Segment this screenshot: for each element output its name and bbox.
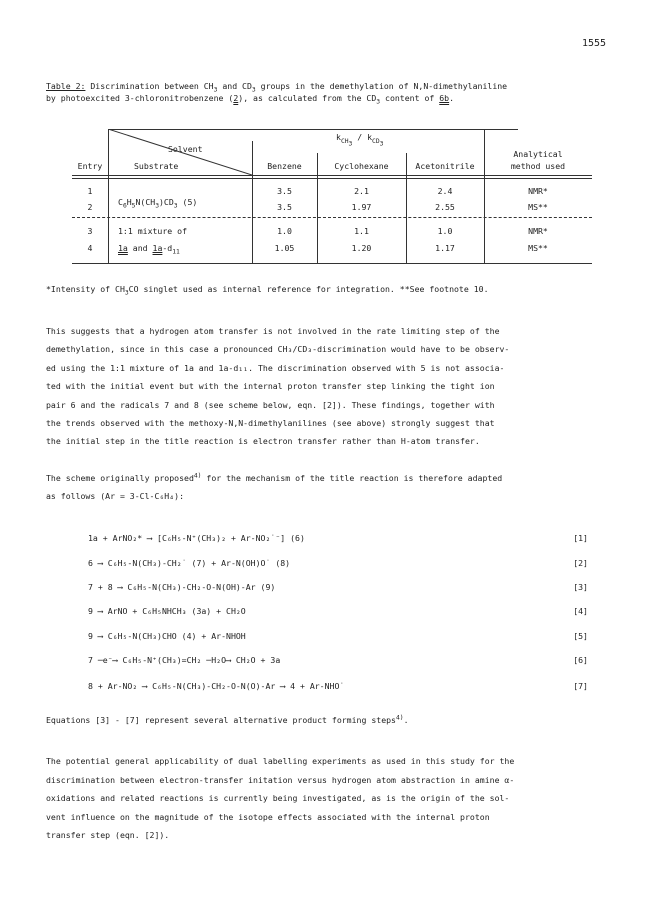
table-caption-line-1: Table 2: Discrimination between $CH_3$ and $CD_3$ groups in the demethylation of N,N-dimethylaniline bbox=[46, 81, 508, 94]
equation-5-number: [5] bbox=[573, 631, 588, 641]
equation-6-text: 7 ─e⁻⟶ C₆H₅-N⁺(CH₃)=CH₂ ─H₂O⟶ CH₂O + 3a bbox=[88, 655, 281, 665]
row-3-acetonitrile: 1.0 bbox=[437, 226, 453, 236]
header-analytical: Analytical bbox=[513, 149, 563, 159]
page-number: 1555 bbox=[582, 38, 607, 49]
equations-note: Equations [3] - [7] represent several alternative product forming steps$^{4)}$. bbox=[46, 714, 409, 725]
paragraph-1-line: demethylation, since in this case a pronounced CH₃/CD₃-discrimination would have to be observ- bbox=[46, 344, 510, 355]
header-solvent: Solvent bbox=[168, 144, 203, 154]
equation-1 bbox=[88, 532, 588, 548]
row-1-acetonitrile: 2.4 bbox=[437, 186, 453, 196]
paragraph-2-line-1: The scheme originally proposed$^{4)}$ for the mechanism of the title reaction is therefore adapted bbox=[46, 472, 503, 483]
row-2-benzene: 3.5 bbox=[277, 202, 292, 212]
row-1-method: NMR* bbox=[528, 186, 548, 196]
equation-7-number: [7] bbox=[573, 681, 588, 691]
equation-2 bbox=[88, 557, 588, 573]
substrate-5: $C_6H_5N(CH_3)CD_3$ (5) bbox=[118, 197, 198, 210]
row-4-method: MS** bbox=[528, 243, 548, 253]
row-3-benzene: 1.0 bbox=[277, 226, 292, 236]
equation-4 bbox=[88, 605, 588, 621]
row-4-acetonitrile: 1.17 bbox=[435, 243, 455, 253]
paragraph-1-line: This suggests that a hydrogen atom transfer is not involved in the rate limiting step of the bbox=[46, 326, 500, 336]
table-caption bbox=[46, 80, 636, 105]
row-2-cyclohexane: 1.97 bbox=[351, 202, 372, 212]
row-2-entry: 2 bbox=[87, 202, 93, 212]
header-ratio: $k_{CH_3} / k_{CD_3}$ bbox=[336, 132, 384, 147]
table-rule-mid bbox=[72, 217, 592, 218]
equation-4-text: 9 ⟶ ArNO + C₆H₅NHCH₃ (3a) + CH₂O bbox=[88, 606, 246, 616]
header-substrate: Substrate bbox=[134, 161, 179, 171]
row-3-method: NMR* bbox=[528, 226, 548, 236]
data-table bbox=[72, 129, 592, 265]
paragraph-3-line: transfer step (eqn. [2]). bbox=[46, 830, 170, 841]
equation-1-number: [1] bbox=[573, 533, 588, 543]
equation-2-text: 6 ⟶ C₆H₅-N(CH₃)-CH₂˙ (7) + Ar-N(OH)O˙ (8) bbox=[88, 558, 291, 568]
table-caption-line-2: by photoexcited 3-chloronitrobenzene (2), as calculated from the $CD_3$ content of 6b. bbox=[46, 93, 455, 106]
header-benzene: Benzene bbox=[267, 161, 302, 171]
paragraph-1 bbox=[46, 322, 631, 451]
row-1-cyclohexane: 2.1 bbox=[354, 186, 369, 196]
substrate-mixture-line: 1:1 mixture of bbox=[118, 226, 188, 236]
equation-6-number: [6] bbox=[573, 655, 588, 665]
paragraph-3-line: vent influence on the magnitude of the isotope effects associated with the internal proton bbox=[46, 811, 490, 822]
equation-7 bbox=[88, 680, 588, 696]
header-acetonitrile: Acetonitrile bbox=[415, 161, 475, 171]
row-1-benzene: 3.5 bbox=[277, 186, 292, 196]
paragraph-3-line: The potential general applicability of dual labelling experiments as used in this study for the bbox=[46, 756, 515, 766]
equation-3-text: 7 + 8 ⟶ C₆H₅-N(CH₃)-CH₂-O-N(OH)-Ar (9) bbox=[88, 582, 276, 592]
paragraph-3 bbox=[46, 752, 631, 845]
equation-5-text: 9 ⟶ C₆H₅-N(CH₃)CHO (4) + Ar-NHOH bbox=[88, 631, 246, 641]
table-rule-header-2 bbox=[72, 178, 592, 179]
table-rule-bottom bbox=[72, 263, 592, 264]
paragraph-1-line: pair 6 and the radicals 7 and 8 (see scheme below, eqn. [2]). These findings, together with bbox=[46, 399, 495, 410]
paragraph-1-line: ted with the initial event but with the internal proton transfer step linking the tight ion bbox=[46, 381, 495, 392]
paragraph-1-line: ed using the 1:1 mixture of 1a and 1a-d₁₁. The discrimination observed with 5 is not associa- bbox=[46, 362, 505, 373]
paragraph-3-line: discrimination between electron-transfer initation versus hydrogen atom abstraction in amine α- bbox=[46, 774, 515, 785]
row-1-entry: 1 bbox=[87, 186, 93, 196]
header-entry: Entry bbox=[77, 161, 103, 171]
row-4-benzene: 1.05 bbox=[274, 243, 295, 253]
row-4-entry: 4 bbox=[87, 243, 93, 253]
row-2-method: MS** bbox=[528, 202, 548, 212]
equation-4-number: [4] bbox=[573, 606, 588, 616]
row-3-entry: 3 bbox=[87, 226, 93, 236]
paragraph-1-line: the initial step in the title reaction is electron transfer rather than H-atom transfer. bbox=[46, 436, 480, 447]
paragraph-1-line: the trends observed with the methoxy-N,N-dimethylanilines (see above) strongly suggest that bbox=[46, 418, 495, 429]
substrate-1a-and-1a-d11: 1a and $1a-d_{11}$ bbox=[118, 243, 180, 256]
equation-2-number: [2] bbox=[573, 558, 588, 568]
row-3-cyclohexane: 1.1 bbox=[354, 226, 369, 236]
paragraph-2 bbox=[46, 469, 631, 505]
header-cyclohexane: Cyclohexane bbox=[334, 161, 389, 171]
equation-3-number: [3] bbox=[573, 582, 588, 592]
paragraph-3-line: oxidations and related reactions is currently being investigated, as is the origin of the sol- bbox=[46, 793, 510, 804]
row-2-acetonitrile: 2.55 bbox=[435, 202, 455, 212]
table-caption-label: Table 2: bbox=[46, 81, 86, 91]
equation-7-text: 8 + Ar-NO₂ ⟶ C₆H₅-N(CH₃)-CH₂-O-N(O)-Ar ⟶ 4 + Ar-NHO˙ bbox=[88, 681, 345, 691]
equation-6 bbox=[88, 654, 588, 670]
paragraph-2-line-2: as follows (Ar = 3-Cl-C₆H₄): bbox=[46, 491, 185, 501]
header-method-used: method used bbox=[510, 161, 566, 171]
equation-1-text: 1a + ArNO₂* ⟶ [C₆H₅-N⁺(CH₃)₂ + Ar-NO₂˙⁻] (6) bbox=[88, 533, 305, 543]
equation-5 bbox=[88, 630, 588, 646]
table-footnote: *Intensity of $CH_3CO$ singlet used as internal reference for integration. **See footnote 10. bbox=[46, 284, 489, 297]
row-4-cyclohexane: 1.20 bbox=[351, 243, 372, 253]
equation-3 bbox=[88, 581, 588, 597]
